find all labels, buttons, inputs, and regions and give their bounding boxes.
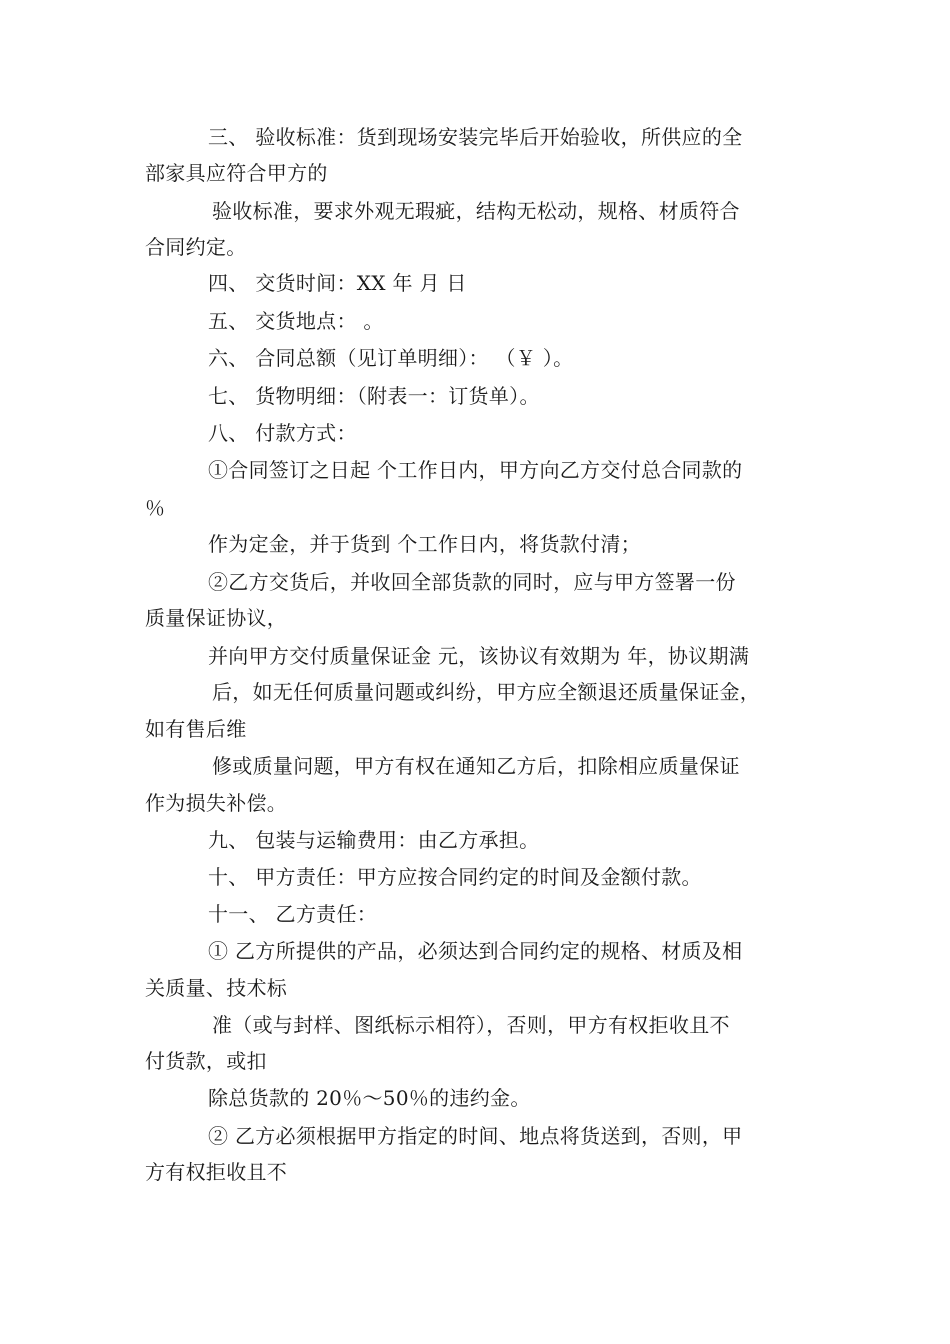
clause-3-line-3: 验收标准，要求外观无瑕疵，结构无松动，规格、材质符合 [212, 199, 740, 223]
clause-8-item-2-line-1: ②乙方交货后，并收回全部货款的同时，应与甲方签署一份 [208, 570, 736, 594]
clause-11-item-1-line-3: 准（或与封样、图纸标示相符），否则，甲方有权拒收且不 [212, 1013, 730, 1037]
clause-8-item-2-line-7: 作为损失补偿。 [145, 791, 288, 815]
clause-8-item-2-line-3: 并向甲方交付质量保证金 元，该协议有效期为 年，协议期满 [208, 644, 750, 668]
clause-11-item-1-line-5: 除总货款的 20％～50％的违约金。 [208, 1086, 531, 1110]
clause-6-line: 六、 合同总额（见订单明细）： （￥ ）。 [208, 346, 574, 370]
clause-5-line: 五、 交货地点： 。 [208, 309, 384, 333]
clause-11-item-2-line-2: 方有权拒收且不 [145, 1160, 288, 1184]
clause-8-item-2-line-2: 质量保证协议， [145, 606, 288, 630]
clause-7-line: 七、 货物明细：（附表一：订货单）。 [208, 384, 540, 408]
clause-11-item-2-line-1: ② 乙方必须根据甲方指定的时间、地点将货送到，否则，甲 [208, 1124, 743, 1148]
clause-8-heading: 八、 付款方式： [208, 421, 357, 445]
clause-8-item-2-line-5: 如有售后维 [145, 717, 247, 741]
clause-3-line-1: 三、 验收标准：货到现场安装完毕后开始验收，所供应的全 [208, 125, 743, 149]
clause-11-item-1-line-4: 付货款，或扣 [145, 1049, 267, 1073]
clause-11-item-1-line-2: 关质量、技术标 [145, 976, 288, 1000]
clause-8-item-1-line-3: 作为定金，并于货到 个工作日内，将货款付清； [208, 532, 641, 556]
clause-3-line-2: 部家具应符合甲方的 [145, 161, 328, 185]
clause-8-item-2-line-4: 后，如无任何质量问题或纠纷，甲方应全额退还质量保证金， [212, 680, 761, 704]
clause-9-line: 九、 包装与运输费用：由乙方承担。 [208, 828, 540, 852]
clause-8-item-1-line-2: ％ [145, 496, 166, 520]
clause-8-item-1-line-1: ①合同签订之日起 个工作日内，甲方向乙方交付总合同款的 [208, 458, 743, 482]
clause-3-line-4: 合同约定。 [145, 235, 247, 259]
clause-11-item-1-line-1: ① 乙方所提供的产品，必须达到合同约定的规格、材质及相 [208, 939, 743, 963]
clause-4-line: 四、 交货时间：XX 年 月 日 [208, 271, 467, 295]
clause-8-item-2-line-6: 修或质量问题，甲方有权在通知乙方后，扣除相应质量保证 [212, 754, 740, 778]
clause-10-line: 十、 甲方责任：甲方应按合同约定的时间及金额付款。 [208, 865, 702, 889]
clause-11-heading: 十一、 乙方责任： [208, 902, 378, 926]
